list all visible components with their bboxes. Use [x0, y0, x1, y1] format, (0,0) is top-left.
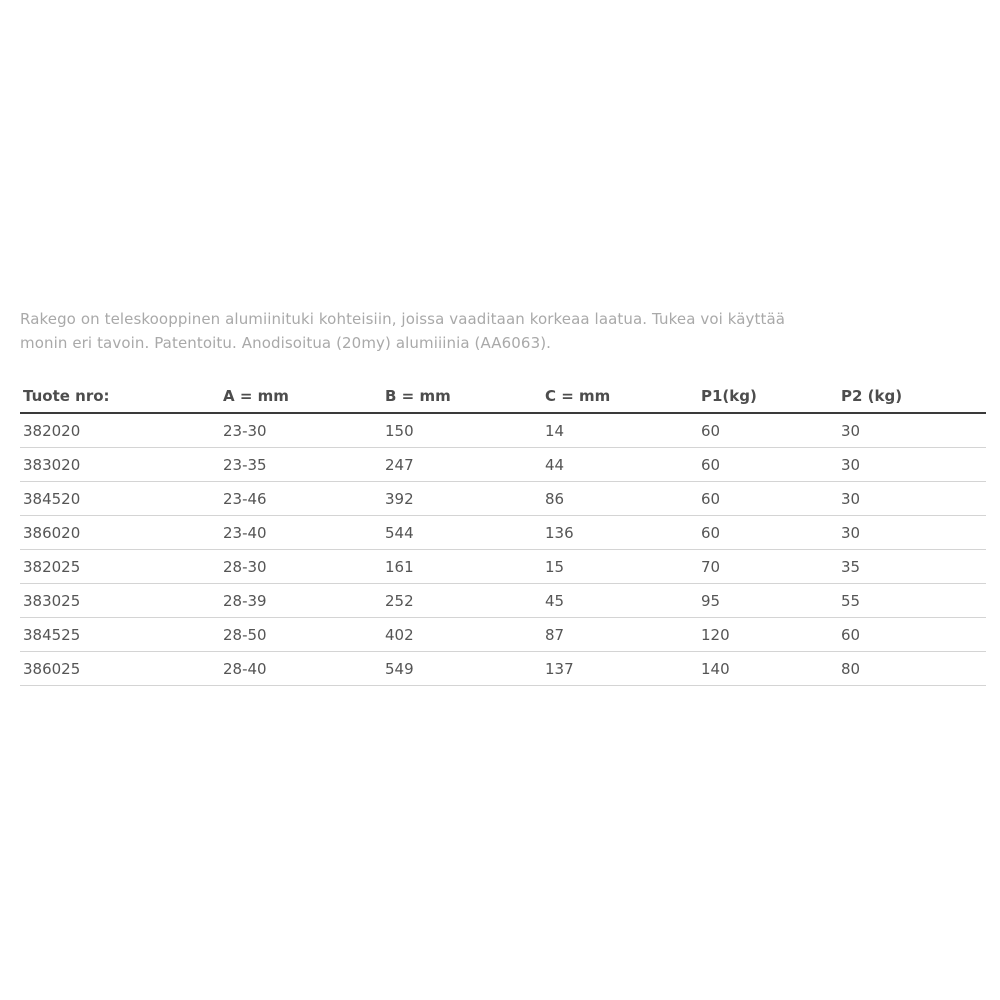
cell-b-mm: 161	[382, 550, 542, 584]
cell-b-mm: 392	[382, 482, 542, 516]
cell-p2-kg: 30	[838, 482, 986, 516]
table-row	[20, 448, 986, 482]
cell-a-mm: 23-30	[220, 413, 382, 448]
cell-b-mm: 549	[382, 652, 542, 686]
table-row	[20, 584, 986, 618]
header-b-mm: B = mm	[382, 379, 542, 413]
description-line-1: Rakego on teleskooppinen alumiinituki kohteisiin, joissa vaaditaan korkeaa laatua. Tukea voi käyttää	[20, 310, 786, 328]
cell-c-mm: 44	[542, 448, 698, 482]
cell-product-number: 384525	[20, 618, 220, 652]
specifications-table	[20, 379, 986, 686]
cell-p1-kg: 60	[698, 448, 838, 482]
table-row	[20, 652, 986, 686]
cell-p1-kg: 140	[698, 652, 838, 686]
cell-product-number: 383025	[20, 584, 220, 618]
cell-p1-kg: 60	[698, 516, 838, 550]
cell-a-mm: 23-35	[220, 448, 382, 482]
cell-a-mm: 28-40	[220, 652, 382, 686]
header-a-mm: A = mm	[220, 379, 382, 413]
cell-p2-kg: 35	[838, 550, 986, 584]
header-p1-kg: P1(kg)	[698, 379, 838, 413]
cell-product-number: 383020	[20, 448, 220, 482]
cell-p1-kg: 60	[698, 413, 838, 448]
cell-b-mm: 544	[382, 516, 542, 550]
product-description	[20, 307, 986, 355]
table-header-row	[20, 379, 986, 413]
cell-b-mm: 252	[382, 584, 542, 618]
cell-p1-kg: 60	[698, 482, 838, 516]
cell-p2-kg: 30	[838, 448, 986, 482]
cell-product-number: 382025	[20, 550, 220, 584]
header-c-mm: C = mm	[542, 379, 698, 413]
cell-a-mm: 23-46	[220, 482, 382, 516]
cell-b-mm: 247	[382, 448, 542, 482]
table-row	[20, 482, 986, 516]
cell-product-number: 386025	[20, 652, 220, 686]
cell-c-mm: 87	[542, 618, 698, 652]
cell-c-mm: 136	[542, 516, 698, 550]
header-p2-kg: P2 (kg)	[838, 379, 986, 413]
cell-p2-kg: 60	[838, 618, 986, 652]
description-line-2: monin eri tavoin. Patentoitu. Anodisoitua (20my) alumiiinia (AA6063).	[20, 334, 552, 352]
cell-a-mm: 28-30	[220, 550, 382, 584]
cell-p1-kg: 70	[698, 550, 838, 584]
cell-p2-kg: 55	[838, 584, 986, 618]
cell-a-mm: 23-40	[220, 516, 382, 550]
table-row	[20, 618, 986, 652]
cell-product-number: 382020	[20, 413, 220, 448]
cell-p2-kg: 30	[838, 413, 986, 448]
cell-b-mm: 150	[382, 413, 542, 448]
table-row	[20, 413, 986, 448]
cell-c-mm: 137	[542, 652, 698, 686]
table-row	[20, 516, 986, 550]
cell-c-mm: 45	[542, 584, 698, 618]
cell-a-mm: 28-39	[220, 584, 382, 618]
cell-p1-kg: 95	[698, 584, 838, 618]
cell-product-number: 384520	[20, 482, 220, 516]
table-row	[20, 550, 986, 584]
cell-p1-kg: 120	[698, 618, 838, 652]
cell-product-number: 386020	[20, 516, 220, 550]
cell-a-mm: 28-50	[220, 618, 382, 652]
product-info	[20, 307, 986, 686]
cell-p2-kg: 30	[838, 516, 986, 550]
cell-p2-kg: 80	[838, 652, 986, 686]
header-product-number: Tuote nro:	[20, 379, 220, 413]
cell-c-mm: 15	[542, 550, 698, 584]
cell-b-mm: 402	[382, 618, 542, 652]
cell-c-mm: 86	[542, 482, 698, 516]
cell-c-mm: 14	[542, 413, 698, 448]
